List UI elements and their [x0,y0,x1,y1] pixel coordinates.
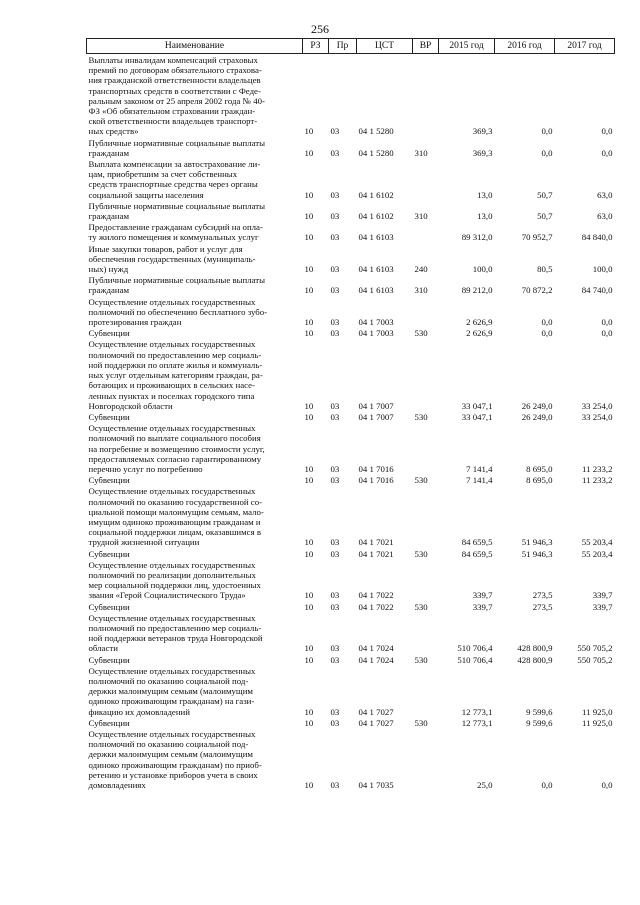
row-2015: 7 141,4 [466,463,493,474]
row-vr [413,221,439,242]
row-2016: 273,5 [532,601,553,612]
row-2017: 11 233,2 [582,475,613,486]
row-vr [413,728,439,790]
row-rz: 10 [304,475,314,486]
row-name: Субвенции [88,601,130,612]
row-2016: 0,0 [541,126,553,137]
row-cst: 04 1 7003 [358,328,394,339]
row-2016: 0,0 [541,780,553,791]
row-2016: 273,5 [532,590,553,601]
row-2015: 2 626,9 [466,317,493,328]
row-2017: 84 740,0 [581,285,613,296]
header-rz: РЗ [303,39,329,54]
row-vr: 530 [414,328,428,339]
row-cst: 04 1 7024 [358,654,394,665]
row-2015: 33 047,1 [461,411,493,422]
row-2016: 50,7 [537,211,553,222]
table-row [87,559,615,601]
row-pr: 03 [330,463,340,474]
row-2016: 428 800,9 [517,643,553,654]
row-vr: 310 [414,285,428,296]
row-rz: 10 [304,285,314,296]
row-2016: 26 249,0 [521,411,553,422]
table-row [87,158,615,200]
row-vr [413,54,439,137]
row-2015: 13,0 [477,211,493,222]
row-pr: 03 [330,643,340,654]
row-pr: 03 [330,317,340,328]
row-vr: 530 [414,717,428,728]
row-pr: 03 [330,211,340,222]
row-cst: 04 1 7024 [358,643,394,654]
table-row [87,654,615,665]
row-name: Публичные нормативные социальные выплаты гражданам [88,137,266,158]
row-cst: 04 1 5280 [358,126,394,137]
row-2017: 55 203,4 [581,537,613,548]
row-2015: 369,3 [472,126,493,137]
table-row [87,243,615,275]
row-2015: 510 706,4 [457,643,493,654]
table-row [87,411,615,422]
row-rz: 10 [304,654,314,665]
row-cst: 04 1 5280 [358,147,394,158]
row-vr [413,338,439,410]
row-pr: 03 [330,285,340,296]
table-row [87,221,615,242]
row-pr: 03 [330,548,340,559]
table-row [87,338,615,410]
row-vr: 530 [414,548,428,559]
row-rz: 10 [304,317,314,328]
table-row [87,200,615,221]
row-2016: 51 946,3 [521,548,553,559]
row-rz: 10 [304,601,314,612]
row-rz: 10 [304,780,314,791]
row-name: Осуществление отдельных государственных полномочий по оказанию государственной со- циальной помощи малоимущим семьям, мало- имущим одиноко проживающим гражданам и социальной поддержки лицам, оказавшимся в трудной жизненной ситуации [88,486,264,548]
row-rz: 10 [304,126,314,137]
row-vr: 530 [414,601,428,612]
row-name: Субвенции [88,717,130,728]
row-2015: 84 659,5 [461,548,493,559]
row-2016: 9 599,6 [526,717,553,728]
row-pr: 03 [330,537,340,548]
row-pr: 03 [330,264,340,275]
row-cst: 04 1 7016 [358,475,394,486]
row-cst: 04 1 6103 [358,285,394,296]
row-name: Осуществление отдельных государственных полномочий по обеспечению бесплатного зубо- протезирования граждан [88,296,268,328]
row-rz: 10 [304,211,314,222]
row-2015: 2 626,9 [466,328,493,339]
row-vr: 530 [414,475,428,486]
row-name: Выплата компенсации за автострахование ли- цам, приобретшим за счет собственных средств транспортные средства через органы социальной защиты населения [88,159,261,200]
table-row [87,612,615,654]
row-2015: 89 212,0 [461,285,493,296]
row-name: Субвенции [88,328,130,339]
table-row [87,296,615,328]
header-vr: ВР [413,39,439,54]
row-cst: 04 1 7007 [358,400,394,411]
row-2015: 25,0 [477,780,493,791]
row-vr: 310 [414,147,428,158]
row-name: Осуществление отдельных государственных полномочий по предоставлению мер социаль- ной поддержки ветеранов труда Новгородской области [88,612,263,654]
row-name: Субвенции [88,411,130,422]
row-2015: 89 312,0 [461,232,493,243]
row-2015: 84 659,5 [461,537,493,548]
row-2017: 11 233,2 [582,463,613,474]
row-rz: 10 [304,147,314,158]
row-vr [413,665,439,717]
row-vr [413,612,439,654]
row-pr: 03 [330,780,340,791]
table-row [87,54,615,137]
row-2016: 50,7 [537,189,553,200]
row-cst: 04 1 6103 [358,264,394,275]
row-pr: 03 [330,654,340,665]
row-rz: 10 [304,548,314,559]
table-row [87,665,615,717]
table-row [87,717,615,728]
row-name: Субвенции [88,654,130,665]
row-pr: 03 [330,232,340,243]
row-name: Осуществление отдельных государственных полномочий по выплате социального пособия на погребение и возмещению стоимости услуг, предоставляемых согласно гарантированному перечню услуг по погребению [88,423,265,474]
row-name: Субвенции [88,548,130,559]
table-row [87,137,615,158]
row-2015: 12 773,1 [461,706,493,717]
row-2016: 80,5 [537,264,553,275]
row-pr: 03 [330,411,340,422]
row-rz: 10 [304,328,314,339]
row-rz: 10 [304,590,314,601]
header-2016: 2016 год [495,39,555,54]
row-2015: 7 141,4 [466,475,493,486]
row-cst: 04 1 7016 [358,463,394,474]
row-vr: 530 [414,654,428,665]
row-name: Публичные нормативные социальные выплаты гражданам [88,275,266,296]
row-2017: 339,7 [592,590,613,601]
row-rz: 10 [304,189,314,200]
row-2017: 0,0 [601,147,613,158]
row-2017: 63,0 [597,211,613,222]
row-2015: 369,3 [472,147,493,158]
table-header-row [87,39,615,54]
row-cst: 04 1 7027 [358,706,394,717]
row-pr: 03 [330,147,340,158]
row-2017: 100,0 [592,264,613,275]
row-pr: 03 [330,328,340,339]
table-row [87,548,615,559]
row-vr: 240 [414,264,428,275]
row-2016: 0,0 [541,147,553,158]
row-pr: 03 [330,189,340,200]
row-vr [413,422,439,474]
row-pr: 03 [330,706,340,717]
row-2016: 0,0 [541,317,553,328]
row-pr: 03 [330,126,340,137]
row-2017: 550 705,2 [577,643,613,654]
row-2016: 0,0 [541,328,553,339]
row-cst: 04 1 7003 [358,317,394,328]
row-rz: 10 [304,537,314,548]
row-2017: 550 705,2 [577,654,613,665]
row-cst: 04 1 7021 [358,548,394,559]
table-row [87,485,615,547]
row-2017: 33 254,0 [581,400,613,411]
row-name: Публичные нормативные социальные выплаты гражданам [88,200,266,222]
table-row [87,327,615,338]
row-2016: 26 249,0 [521,400,553,411]
row-2016: 70 952,7 [521,232,553,243]
row-vr [413,296,439,328]
row-cst: 04 1 6102 [358,189,394,200]
row-pr: 03 [330,400,340,411]
row-rz: 10 [304,411,314,422]
row-vr [413,485,439,547]
table-row [87,474,615,485]
row-rz: 10 [304,264,314,275]
row-2017: 55 203,4 [581,548,613,559]
table-row [87,422,615,474]
table-body [87,54,615,791]
row-2016: 8 695,0 [526,463,553,474]
row-name: Осуществление отдельных государственных полномочий по оказанию социальной под- держки малоимущим семьям (малоимущим одиноко проживающим гражданам) на гази- фикацию их домовладений [88,665,256,717]
row-cst: 04 1 7022 [358,601,394,612]
row-2016: 51 946,3 [521,537,553,548]
row-name: Осуществление отдельных государственных полномочий по оказанию социальной под- держки малоимущим семьям (малоимущим одиноко проживающим гражданам) по приоб- ретению и установке приборов учета в своих домовладениях [88,729,262,791]
row-vr [413,158,439,200]
row-2015: 12 773,1 [461,717,493,728]
row-2017: 0,0 [601,317,613,328]
row-2015: 339,7 [472,601,493,612]
row-name: Субвенции [88,475,130,486]
row-2015: 33 047,1 [461,400,493,411]
row-2017: 339,7 [592,601,613,612]
row-rz: 10 [304,643,314,654]
header-pr: Пр [329,39,357,54]
budget-table [86,38,615,790]
row-name: Предоставление гражданам субсидий на опла- ту жилого помещения и коммунальных услуг [88,222,263,243]
row-2017: 0,0 [601,126,613,137]
row-name: Иные закупки товаров, работ и услуг для обеспечения государственных (муниципаль- ных) нужд [88,243,256,275]
row-2017: 11 925,0 [582,717,613,728]
row-2017: 11 925,0 [582,706,613,717]
row-pr: 03 [330,717,340,728]
row-2016: 428 800,9 [517,654,553,665]
row-2016: 70 872,2 [521,285,553,296]
row-rz: 10 [304,232,314,243]
row-cst: 04 1 6103 [358,232,394,243]
row-2016: 9 599,6 [526,706,553,717]
row-pr: 03 [330,475,340,486]
row-cst: 04 1 7035 [358,780,394,791]
header-name: Наименование [87,39,303,54]
row-name: Выплаты инвалидам компенсаций страховых премий по договорам обязательного страхова- ния гражданской ответственности владельцев транспортных средств в соответствии с Феде- ральным законом от 25 апреля 2002 года № 40- ФЗ «Об обязательном страховании граждан- ской ответственности владельцев транспорт- ных средств» [88,55,265,137]
row-2017: 0,0 [601,780,613,791]
table-row [87,601,615,612]
row-rz: 10 [304,717,314,728]
row-pr: 03 [330,601,340,612]
row-rz: 10 [304,400,314,411]
page-number: 256 [311,22,329,36]
row-vr [413,559,439,601]
row-cst: 04 1 7022 [358,590,394,601]
row-vr: 530 [414,411,428,422]
row-2017: 33 254,0 [581,411,613,422]
row-2015: 13,0 [477,189,493,200]
row-vr: 310 [414,211,428,222]
row-2017: 0,0 [601,328,613,339]
row-cst: 04 1 7027 [358,717,394,728]
row-2015: 100,0 [472,264,493,275]
row-2015: 339,7 [472,590,493,601]
header-cst: ЦСТ [357,39,413,54]
header-2015: 2015 год [439,39,495,54]
row-name: Осуществление отдельных государственных полномочий по реализации дополнительных мер социальной поддержки лиц, удостоенных звания «Герой Социалистического Труда» [88,559,261,601]
row-cst: 04 1 7007 [358,411,394,422]
row-2017: 84 840,0 [581,232,613,243]
row-cst: 04 1 6102 [358,211,394,222]
row-name: Осуществление отдельных государственных полномочий по предоставлению мер социаль- ной поддержки по оплате жилья и коммуналь- ных услуг отдельным категориям граждан, ра- ботающих и проживающих в сельских насе- ленных пунктах и поселках городского типа Новгородской области [88,339,263,411]
row-cst: 04 1 7021 [358,537,394,548]
table-row [87,728,615,790]
row-rz: 10 [304,706,314,717]
row-2016: 8 695,0 [526,475,553,486]
row-rz: 10 [304,463,314,474]
row-pr: 03 [330,590,340,601]
table-row [87,274,615,295]
row-2017: 63,0 [597,189,613,200]
header-2017: 2017 год [555,39,615,54]
row-2015: 510 706,4 [457,654,493,665]
